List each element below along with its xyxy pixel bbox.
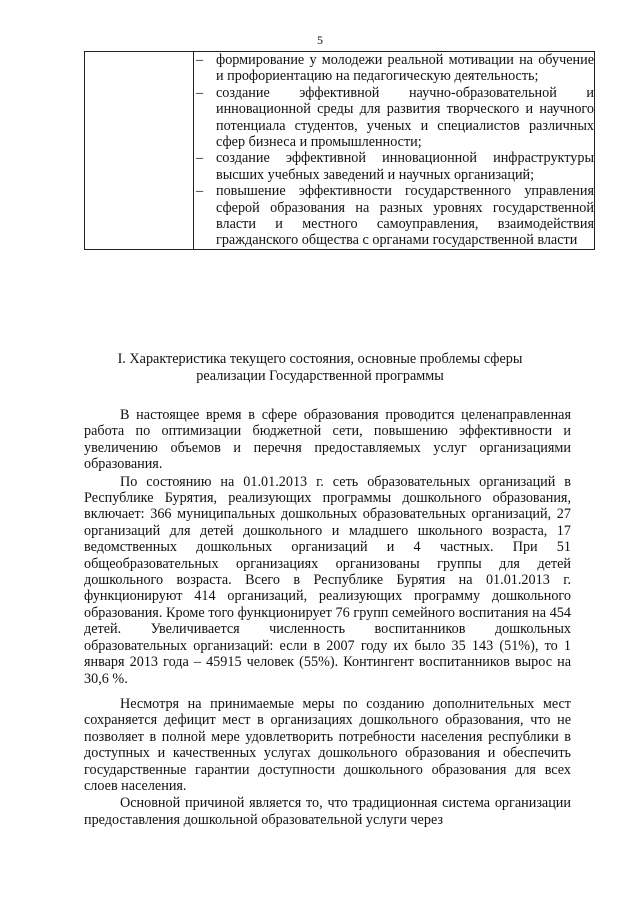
paragraph: Основной причиной является то, что традиционная система организации предоставления дошкольной образовательной услуги через: [84, 795, 571, 828]
list-dash: –: [196, 84, 204, 101]
list-item-text: повышение эффективности государственного управления сферой образования на разных уровнях государственной власти и местного самоуправления, взаимодействия гражданского общества с органами государственной власти: [216, 183, 594, 249]
list-item: [194, 85, 594, 151]
section-heading: [100, 351, 540, 385]
list-item: [194, 183, 594, 249]
list-dash: –: [196, 52, 204, 68]
list-dash: –: [196, 150, 204, 167]
table-row: [85, 52, 595, 250]
table-empty-cell: [85, 52, 194, 250]
section-heading-line-1: I. Характеристика текущего состояния, основные проблемы сферы: [117, 351, 523, 367]
list-item-text: создание эффективной инновационной инфраструктуры высших учебных заведений и научных организаций;: [216, 150, 594, 183]
section-heading-line-2: реализации Государственной программы: [196, 367, 444, 384]
page-number: 5: [317, 33, 323, 47]
table-list-cell: [194, 52, 595, 250]
list-item: [194, 150, 594, 183]
goals-table: [84, 51, 595, 250]
paragraph: Несмотря на принимаемые меры по созданию дополнительных мест сохраняется дефицит мест в организациях дошкольного образования, что не позволяет в полной мере удовлетворить потребности населения республики в доступных и качественных услугах дошкольного образования и обеспечить государственные гарантии доступности дошкольного образования для всех слоев населения.: [84, 695, 571, 794]
paragraph: По состоянию на 01.01.2013 г. сеть образовательных организаций в Республике Бурятия, реализующих программы дошкольного образования, включает: 366 муниципальных дошкольных образовательных организаций, 27 организаций для детей дошкольного и младшего школьного возраста, 17 ведомственных дошкольных организаций и 4 частных. При 51 общеобразовательных организациях организованы группы для детей дошкольного возраста. Всего в Республике Бурятия на 01.01.2013 г. функционируют 414 организаций, реализующих программу дошкольного образования. Кроме того функционирует 76 групп семейного воспитания на 454 детей. Увеличивается численность воспитанников дошкольных образовательных организаций: если в 2007 году их было 35 143 (51%), то 1 января 2013 года – 45915 человек (55%). Контингент воспитанников вырос на 30,6 %.: [84, 473, 571, 687]
list-item-text: формирование у молодежи реальной мотивации на обучение и профориентацию на педагогическую деятельность;: [216, 52, 594, 85]
body-text: [84, 407, 571, 829]
list-dash: –: [196, 183, 204, 200]
paragraph: В настоящее время в сфере образования проводится целенаправленная работа по оптимизации бюджетной сети, повышению эффективности и увеличению объемов и перечня предоставляемых услуг организациями образования.: [84, 407, 571, 473]
list-item: [194, 52, 594, 85]
list-item-text: создание эффективной научно-образовательной и инновационной среды для развития творческого и научного потенциала студентов, ученых и специалистов различных сфер бизнеса и промышленности;: [216, 84, 594, 151]
